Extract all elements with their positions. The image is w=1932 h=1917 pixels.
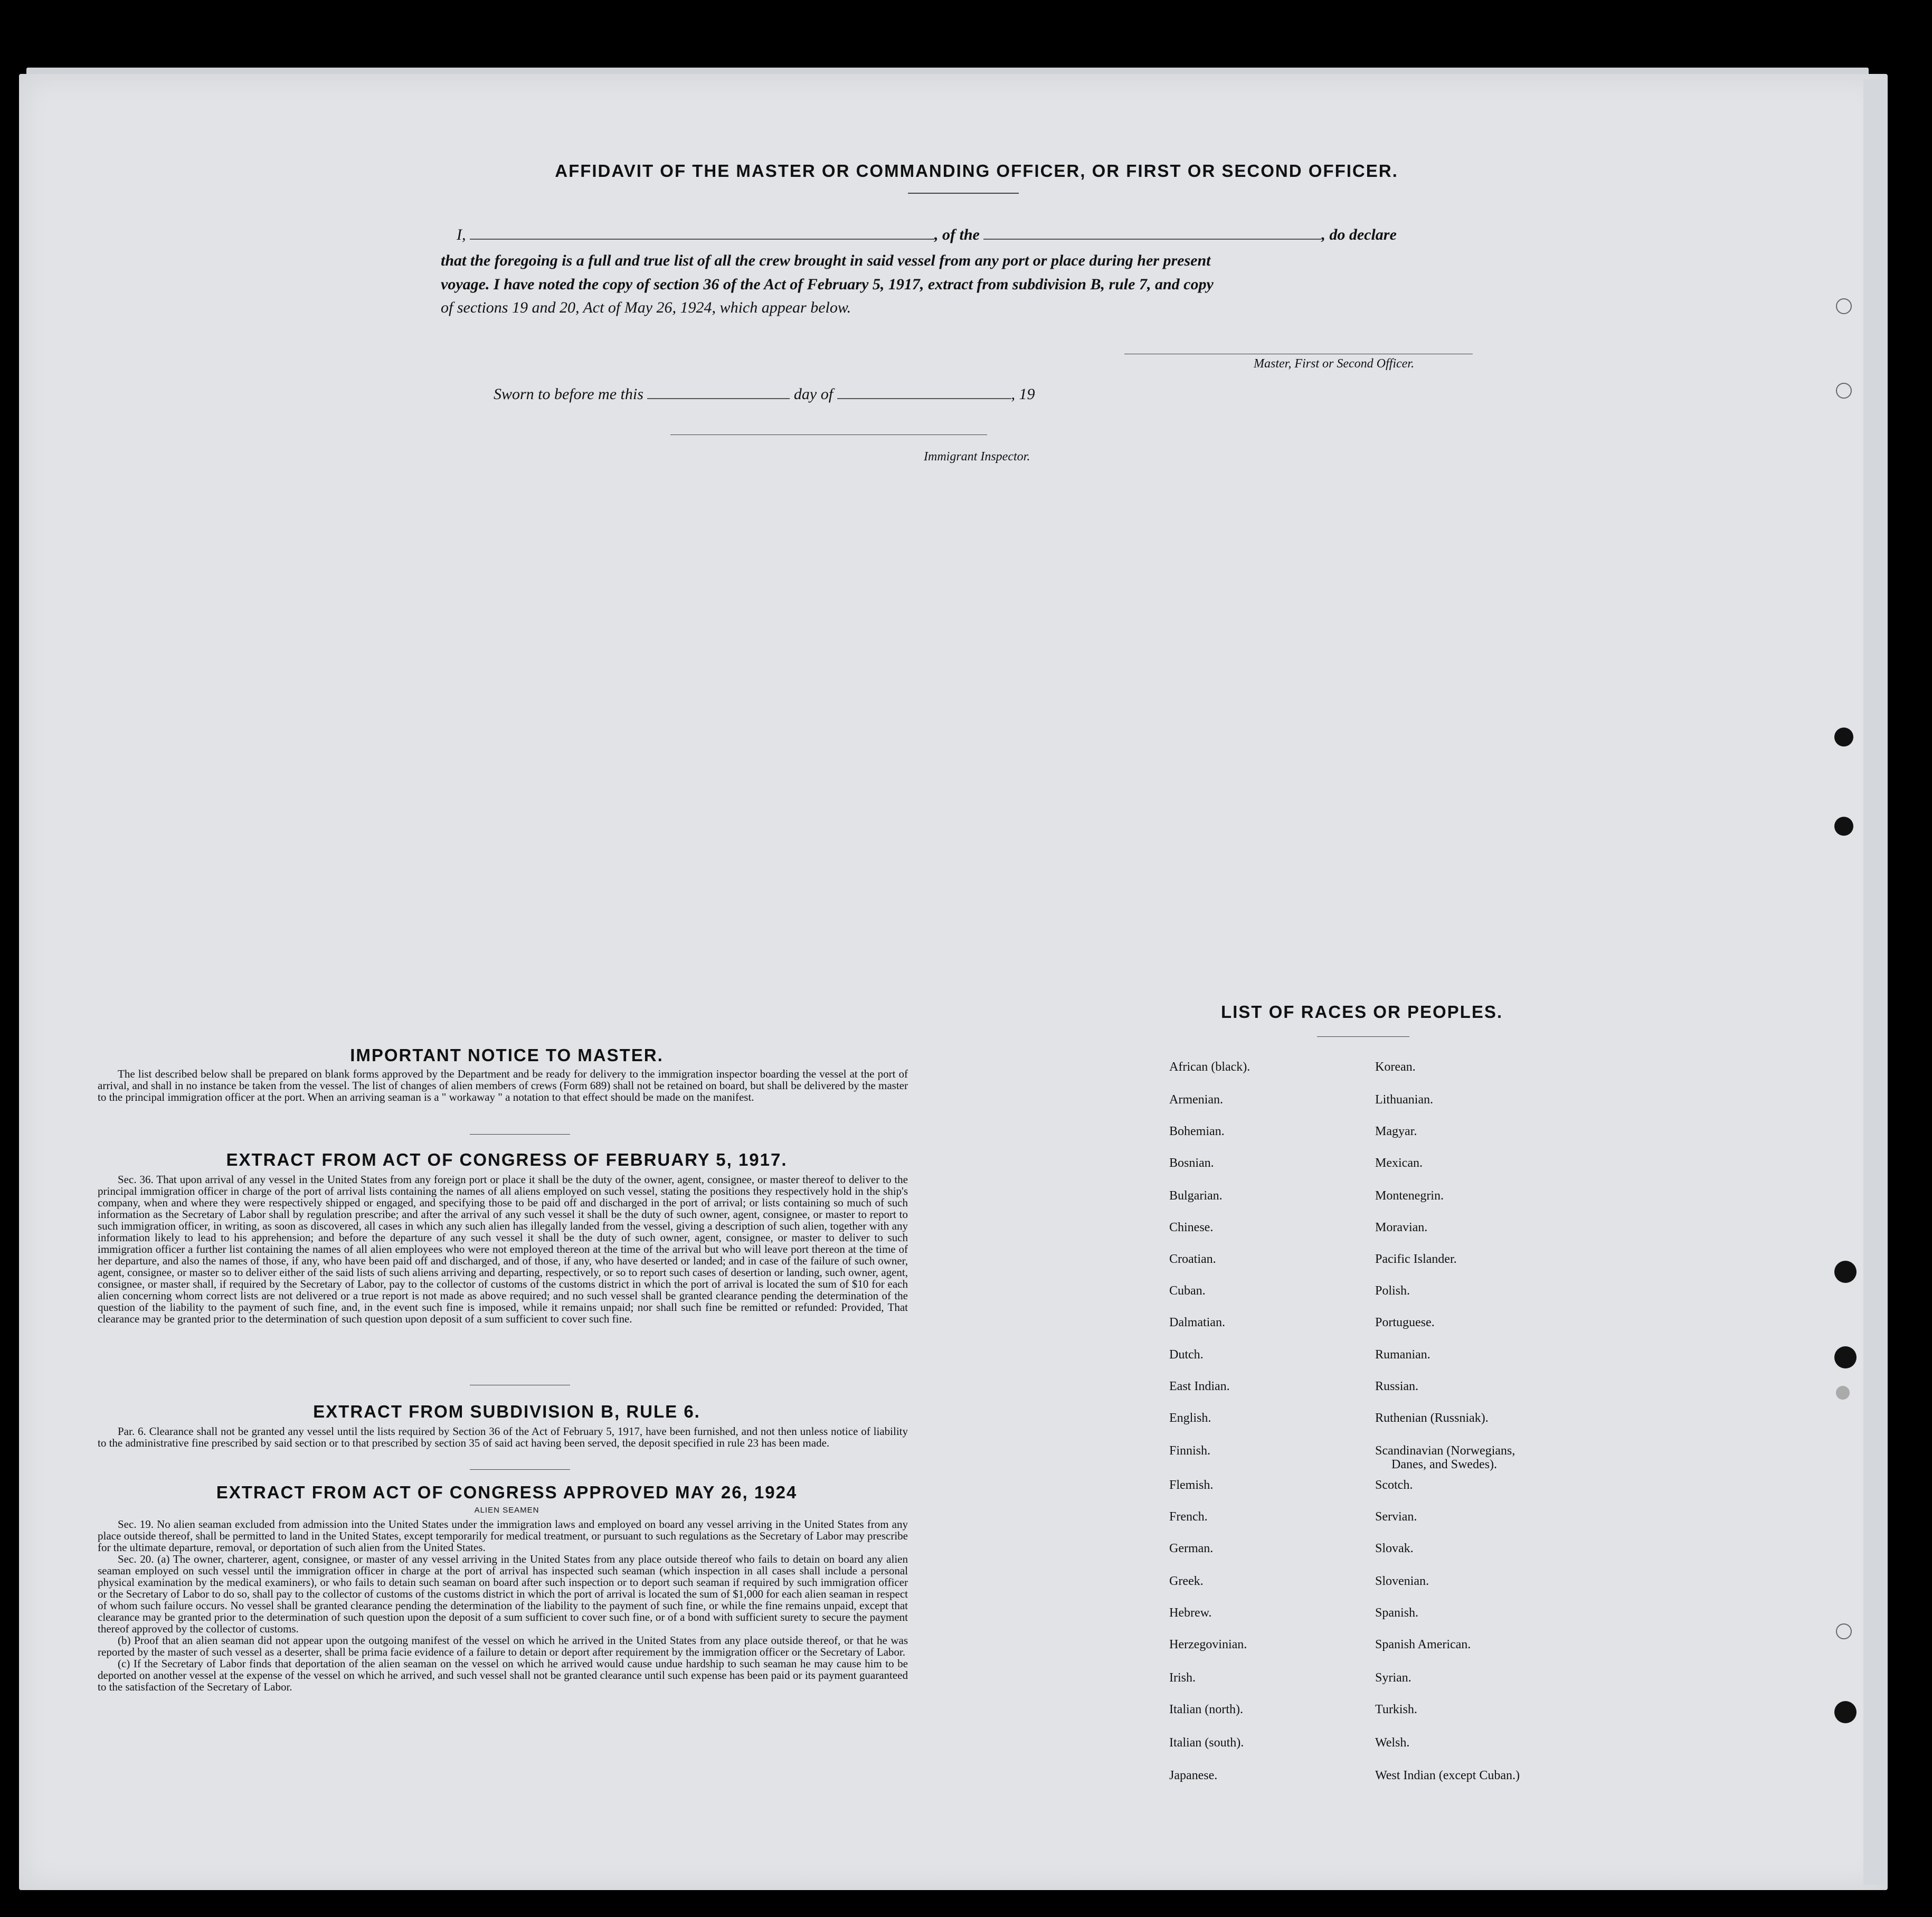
race-item-right: Slovak. [1375,1542,1414,1555]
race-item-right: Mexican. [1375,1156,1423,1170]
notice-title: IMPORTANT NOTICE TO MASTER. [350,1045,664,1065]
race-item-left: Greek. [1169,1574,1204,1588]
race-item-right: Scotch. [1375,1478,1413,1492]
punch-hole [1834,1261,1857,1283]
punch-hole [1836,383,1852,399]
signature-caption: Master, First or Second Officer. [1254,357,1414,371]
race-item-left: German. [1169,1542,1214,1555]
notice-text [98,1068,908,1103]
affidavit-of-the: , of the [934,226,980,243]
sworn-line [494,385,1180,403]
affidavit-line3: voyage. I have noted the copy of section 36 of the Act of February 5, 1917, extract from subdivision B, rule 7, and copy [441,276,1214,293]
sworn-year: , 19 [1011,385,1035,403]
race-item-right: Rumanian. [1375,1348,1431,1362]
race-item-right: Welsh. [1375,1736,1410,1750]
affidavit-line2: that the foregoing is a full and true list of all the crew brought in said vessel from any port or place during her present [441,252,1211,269]
notice-rule [470,1134,570,1135]
name-field[interactable] [470,239,934,240]
extract-1917-title: EXTRACT FROM ACT OF CONGRESS OF FEBRUARY 5, 1917. [226,1150,788,1169]
races-title: LIST OF RACES OR PEOPLES. [1220,1002,1503,1022]
race-item-right: West Indian (except Cuban.) [1375,1769,1520,1782]
race-item-left: Italian (south). [1169,1736,1244,1750]
punch-hole [1836,298,1852,314]
race-item-right: Moravian. [1375,1221,1428,1234]
sworn-day-field[interactable] [647,398,790,399]
race-item-right: Magyar. [1375,1125,1417,1138]
race-item-left: Bosnian. [1169,1156,1214,1170]
sec19-paragraph: Sec. 19. No alien seaman excluded from admission into the United States under the immigration laws and employed on board any vessel arriving in the United States from any place outside thereof, shall be permitted to land in the United States, except temporarily for medical treatment, or pursuant to such regulations as the Secretary of Labor may prescribe for the ultimate departure, removal, or deportation of such alien from the United States. [98,1518,908,1554]
extract-1924-title: EXTRACT FROM ACT OF CONGRESS APPROVED MAY 26, 1924 [216,1482,798,1502]
race-item-right: Polish. [1375,1284,1410,1298]
race-item-left: Irish. [1169,1671,1196,1685]
race-item-right: Syrian. [1375,1671,1412,1685]
race-item-left: Dutch. [1169,1348,1204,1362]
sheet-right-edge [1863,79,1888,1885]
affidavit-line4: of sections 19 and 20, Act of May 26, 1924, which appear below. [441,299,851,316]
race-item-left: African (black). [1169,1060,1251,1074]
affidavit-title: AFFIDAVIT OF THE MASTER OR COMMANDING OFFICER, OR FIRST OR SECOND OFFICER. [555,161,1398,181]
affidavit-declare: , do declare [1321,226,1397,243]
race-item-right: Turkish. [1375,1703,1417,1716]
punch-hole [1834,1701,1857,1723]
sec20a-paragraph: Sec. 20. (a) The owner, charterer, agent, consignee, or master of any vessel arriving in the United States from any place outside thereof who fails to detain on board any alien seaman employed on such vessel until the immigration officer in charge at the port of arrival has inspected such seaman (which inspection in all cases shall include a personal physical examination by the medical examiners), or who fails to detain such seaman on board after such inspection or to deport such seaman if required by such immigration officer or the Secretary of Labor to do so, shall pay to the collector of customs of the customs district in which the port of arrival is located the sum of $1,000 for each alien seaman in respect of whom such failure occurs. No vessel shall be granted clearance pending the determination of the liability to the payment of such fine, or while the fine remains unpaid, except that clearance may be granted prior to the determination of such question upon the deposit of a sum sufficient to cover such fine, or of a bond with sufficient surety to secure the payment thereof approved by the collector of customs. [98,1553,908,1635]
race-item-left: Chinese. [1169,1221,1214,1234]
race-item-left: Bulgarian. [1169,1189,1223,1203]
sec20c-paragraph: (c) If the Secretary of Labor finds that deportation of the alien seaman on the vessel on which he arrived would cause undue hardship to such seaman he may cause him to be deported on another vessel at the expense of the vessel on which he arrived, and such vessel shall not be granted clearance until such expense has been paid or its payment guaranteed to the satisfaction of the Secretary of Labor. [98,1657,908,1693]
sworn-prefix: Sworn to before me this [494,385,643,403]
punch-hole [1836,1386,1850,1400]
race-item-left: Croatian. [1169,1252,1216,1266]
race-item-left: Flemish. [1169,1478,1214,1492]
race-item-right: Ruthenian (Russniak). [1375,1411,1489,1425]
race-right-continuation: Danes, and Swedes). [1391,1458,1497,1471]
race-item-left: Japanese. [1169,1769,1218,1782]
race-item-left: Armenian. [1169,1093,1223,1107]
race-item-right: Portuguese. [1375,1316,1435,1329]
sec20b-paragraph: (b) Proof that an alien seaman did not appear upon the outgoing manifest of the vessel on which he arrived in the United States from any place outside thereof, or that he was reported by the master of such vessel as a deserter, shall be prima facie evidence of a failure to detain or deport after requirement by the immigration officer or the Secretary of Labor. [98,1634,908,1658]
affidavit-line1 [457,226,1512,244]
rule6-rule [470,1469,570,1470]
inspector-caption: Immigrant Inspector. [924,450,1030,464]
notice-paragraph: The list described below shall be prepared on blank forms approved by the Department and be ready for delivery to the immigration inspector boarding the vessel at the port of arrival, and shall in no instance be taken from the vessel. The list of changes of alien members of crews (Form 689) shall not be retained on board, but shall be delivered by the master to the principal immigration officer at the port. When an arriving seaman is a " workaway " a notation to that effect should be made on the manifest. [98,1068,908,1103]
race-item-left: Italian (north). [1169,1703,1243,1716]
extract-1924-subtitle: ALIEN SEAMEN [474,1506,539,1515]
affidavit-title-rule [908,193,1019,194]
race-item-right: Slovenian. [1375,1574,1429,1588]
race-item-left: East Indian. [1169,1380,1230,1393]
race-item-left: Cuban. [1169,1284,1206,1298]
race-item-right: Montenegrin. [1375,1189,1444,1203]
race-item-right: Servian. [1375,1510,1417,1524]
sec36-paragraph: Sec. 36. That upon arrival of any vessel in the United States from any foreign port or place it shall be the duty of the owner, agent, consignee, or master thereof to deliver to the principal immigration officer in charge of the port of arrival lists containing the names of all aliens employed on such vessel, stating the positions they respectively hold in the ship's company, when and where they were respectively shipped or engaged, and specifying those to be paid off and discharged in the port of arrival; or lists containing so much of such information as the Secretary of Labor shall by regulation prescribe; and after the arrival of any such vessel it shall be the duty of such owner, agent, consignee, or master to report to such immigration officer, in writing, as soon as discovered, all cases in which any such alien has illegally landed from the vessel, giving a description of such alien, together with any information likely to lead to his apprehension; and before the departure of any such vessel it shall be the duty of such owner, agent, consignee, or master to deliver to such immigration officer a further list containing the names of all alien employees who were not employed thereon at the time of the arrival but who will leave port thereon at the time of her departure, and also the names of those, if any, who have been paid off and discharged, and of those, if any, who have deserted or landed; and in case of the failure of such owner, agent, consignee, or master so to deliver either of the said lists of such aliens arriving and departing, respectively, or so to report such cases of desertion or landing, such owner, agent, consignee, or master shall, if required by the Secretary of Labor, pay to the collector of customs of the customs district in which the port of arrival is located the sum of $10 for each alien concerning whom correct lists are not delivered or a true report is not made as above required; and no such vessel shall be granted clearance pending the determination of the question of the liability to the payment of such fine, and, in the event such fine is imposed, while it remains unpaid; nor shall such fine be remitted or refunded: Provided, That clearance may be granted prior to the determination of such question upon deposit of a sum sufficient to cover such fine. [98,1173,908,1325]
race-item-left: Hebrew. [1169,1606,1212,1620]
races-title-rule [1317,1036,1409,1037]
race-item-left: English. [1169,1411,1211,1425]
race-item-left: Bohemian. [1169,1125,1225,1138]
race-item-right: Lithuanian. [1375,1093,1433,1107]
race-item-right: Spanish American. [1375,1638,1471,1651]
rule6-text [98,1425,908,1449]
race-item-left: Finnish. [1169,1444,1211,1458]
race-item-left: Dalmatian. [1169,1316,1225,1329]
extract-1917-text [98,1174,908,1325]
race-item-right: Scandinavian (Norwegians, [1375,1444,1516,1458]
sworn-month-field[interactable] [837,398,1011,399]
race-item-right: Korean. [1375,1060,1416,1074]
rule6-paragraph: Par. 6. Clearance shall not be granted any vessel until the lists required by Section 36 of the Act of February 5, 1917, have been furnished, and not then unless notice of liability to the administrative fine prescribed by said section or to that prescribed by section 35 of said act having been served, the deposit specified in rule 23 has been made. [98,1425,908,1449]
punch-hole [1836,1623,1852,1639]
punch-hole [1834,1346,1857,1368]
affidavit-i: I, [457,226,466,243]
race-item-left: Herzegovinian. [1169,1638,1247,1651]
race-item-right: Pacific Islander. [1375,1252,1457,1266]
sworn-day-of: day of [793,385,834,403]
race-item-right: Russian. [1375,1380,1419,1393]
punch-hole [1834,817,1853,836]
punch-hole [1834,728,1853,747]
vessel-field[interactable] [983,239,1321,240]
race-item-left: French. [1169,1510,1208,1524]
race-item-right: Spanish. [1375,1606,1419,1620]
extract-1924-text [98,1518,908,1693]
rule6-title: EXTRACT FROM SUBDIVISION B, RULE 6. [313,1402,700,1421]
